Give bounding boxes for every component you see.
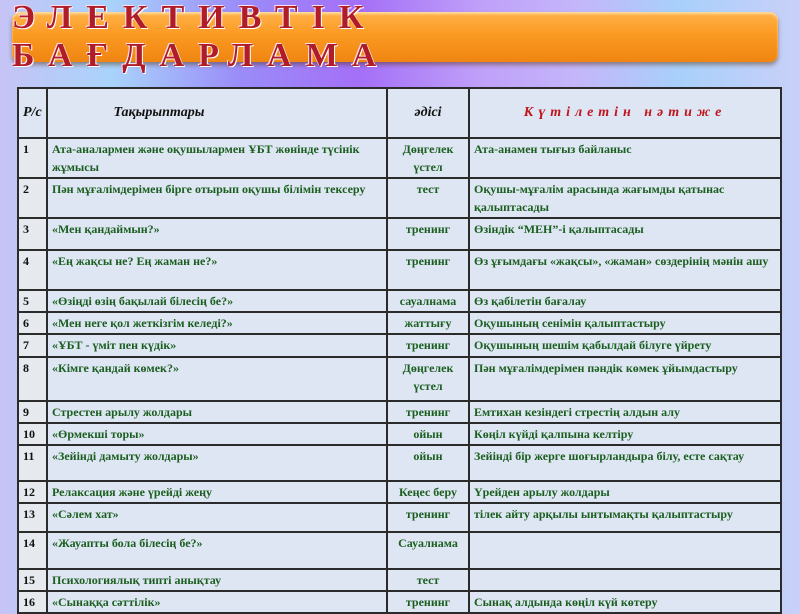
row-topic: Релаксация және үрейді жеңу bbox=[47, 481, 387, 503]
row-topic: «Ең жақсы не? Ең жаман не?» bbox=[47, 250, 387, 290]
row-number: 14 bbox=[18, 532, 47, 569]
row-method: тренинг bbox=[387, 591, 469, 613]
row-number: 3 bbox=[18, 218, 47, 250]
row-method: Дөңгелек үстел bbox=[387, 357, 469, 401]
header-result: Күтілетін нәтиже bbox=[469, 88, 781, 138]
table-row bbox=[18, 591, 781, 613]
row-result: Сынақ алдында көңіл күй көтеру bbox=[469, 591, 781, 613]
header-num: Р/с bbox=[18, 88, 47, 138]
row-method: тренинг bbox=[387, 401, 469, 423]
row-topic: «Мен қандаймын?» bbox=[47, 218, 387, 250]
row-method: тренинг bbox=[387, 218, 469, 250]
row-method: тренинг bbox=[387, 503, 469, 532]
row-topic: Пән мұғалімдерімен бірге отырып оқушы білімін тексеру bbox=[47, 178, 387, 218]
table-row bbox=[18, 401, 781, 423]
row-topic: «Өрмекші торы» bbox=[47, 423, 387, 445]
row-method: Сауалнама bbox=[387, 532, 469, 569]
row-number: 15 bbox=[18, 569, 47, 591]
row-number: 4 bbox=[18, 250, 47, 290]
row-method: Дөңгелек үстел bbox=[387, 138, 469, 178]
row-method: тренинг bbox=[387, 334, 469, 357]
row-topic: Психологиялық типті анықтау bbox=[47, 569, 387, 591]
table-row bbox=[18, 290, 781, 312]
row-number: 11 bbox=[18, 445, 47, 481]
table-row bbox=[18, 138, 781, 178]
row-result bbox=[469, 532, 781, 569]
row-method: Кеңес беру bbox=[387, 481, 469, 503]
table-row bbox=[18, 334, 781, 357]
row-topic: «Зейінді дамыту жолдары» bbox=[47, 445, 387, 481]
row-result: Өз ұғымдағы «жақсы», «жаман» сөздерінің мәнін ашу bbox=[469, 250, 781, 290]
row-number: 10 bbox=[18, 423, 47, 445]
row-number: 5 bbox=[18, 290, 47, 312]
title-banner bbox=[12, 0, 778, 74]
row-topic: «ҰБТ - үміт пен күдік» bbox=[47, 334, 387, 357]
row-topic: «Мен неге қол жеткізгім келеді?» bbox=[47, 312, 387, 334]
row-result: Оқушы-мұғалім арасында жағымды қатынас қалыптасады bbox=[469, 178, 781, 218]
row-result bbox=[469, 569, 781, 591]
row-number: 7 bbox=[18, 334, 47, 357]
row-result: Үрейден арылу жолдары bbox=[469, 481, 781, 503]
row-result: тілек айту арқылы ынтымақты қалыптастыру bbox=[469, 503, 781, 532]
program-table bbox=[17, 87, 782, 614]
row-result: Өз қабілетін бағалау bbox=[469, 290, 781, 312]
row-method: тест bbox=[387, 569, 469, 591]
table-row bbox=[18, 423, 781, 445]
page-title: ЭЛЕКТИВТІК БАҒДАРЛАМА bbox=[12, 0, 391, 74]
table-row bbox=[18, 569, 781, 591]
row-topic: Стрестен арылу жолдары bbox=[47, 401, 387, 423]
row-result: Зейінді бір жерге шоғырландыра білу, есте сақтау bbox=[469, 445, 781, 481]
table-row bbox=[18, 312, 781, 334]
table-row bbox=[18, 178, 781, 218]
row-method: тест bbox=[387, 178, 469, 218]
row-method: ойын bbox=[387, 423, 469, 445]
row-topic: «Кімге қандай көмек?» bbox=[47, 357, 387, 401]
table-header bbox=[18, 88, 781, 138]
row-topic: Ата-аналармен және оқушылармен ҰБТ жөнінде түсінік жұмысы bbox=[47, 138, 387, 178]
table-row bbox=[18, 445, 781, 481]
table-row bbox=[18, 218, 781, 250]
row-method: сауалнама bbox=[387, 290, 469, 312]
row-number: 13 bbox=[18, 503, 47, 532]
table-row bbox=[18, 532, 781, 569]
row-topic: «Жауапты бола білесің бе?» bbox=[47, 532, 387, 569]
row-result: Пән мұғалімдерімен пәндік көмек ұйымдастыру bbox=[469, 357, 781, 401]
row-result: Өзіндік “МЕН”-і қалыптасады bbox=[469, 218, 781, 250]
row-result: Оқушының сенімін қалыптастыру bbox=[469, 312, 781, 334]
row-topic: «Сынаққа сәттілік» bbox=[47, 591, 387, 613]
table-row bbox=[18, 357, 781, 401]
table-row bbox=[18, 250, 781, 290]
row-number: 6 bbox=[18, 312, 47, 334]
row-result: Оқушының шешім қабылдай білуге үйрету bbox=[469, 334, 781, 357]
table-row bbox=[18, 481, 781, 503]
row-number: 12 bbox=[18, 481, 47, 503]
row-number: 16 bbox=[18, 591, 47, 613]
row-topic: «Сәлем хат» bbox=[47, 503, 387, 532]
header-method: әдісі bbox=[387, 88, 469, 138]
row-number: 2 bbox=[18, 178, 47, 218]
row-number: 8 bbox=[18, 357, 47, 401]
row-result: Көңіл күйді қалпына келтіру bbox=[469, 423, 781, 445]
row-number: 9 bbox=[18, 401, 47, 423]
row-result: Емтихан кезіндегі стрестің алдын алу bbox=[469, 401, 781, 423]
table-row bbox=[18, 503, 781, 532]
row-method: тренинг bbox=[387, 250, 469, 290]
row-method: жаттығу bbox=[387, 312, 469, 334]
header-topic: Тақырыптары bbox=[47, 88, 387, 138]
row-result: Ата-анамен тығыз байланыс bbox=[469, 138, 781, 178]
row-number: 1 bbox=[18, 138, 47, 178]
row-method: ойын bbox=[387, 445, 469, 481]
row-topic: «Өзіңді өзің бақылай білесің бе?» bbox=[47, 290, 387, 312]
